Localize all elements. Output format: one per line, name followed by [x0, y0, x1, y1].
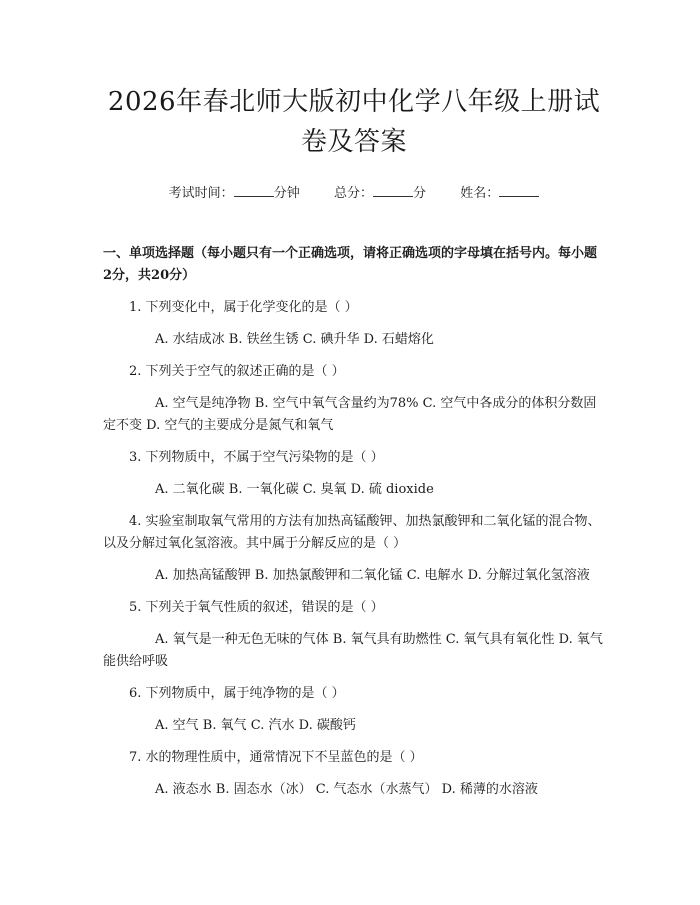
question-2: 2. 下列关于空气的叙述正确的是（ ） — [129, 364, 345, 379]
question-2-options: A. 空气是纯净物 B. 空气中氧气含量约为78% C. 空气中各成分的体积分数固定不变 D. 空气的主要成分是氮气和氧气 — [103, 396, 597, 433]
question-4: 4. 实验室制取氧气常用的方法有加热高锰酸钾、加热氯酸钾和二氧化锰的混合物、以及分解过氧化氢溶液。其中属于分解反应的是（ ） — [103, 514, 601, 551]
name-label: 姓名： — [460, 186, 500, 201]
time-label: 考试时间： — [168, 186, 234, 201]
exam-meta — [103, 184, 605, 203]
score-blank[interactable] — [373, 184, 413, 197]
question-6: 6. 下列物质中，属于纯净物的是（ ） — [129, 686, 345, 701]
section-heading: 一、单项选择题（每小题只有一个正确选项，请将正确选项的字母填在括号内。每小题2分，共20分） — [103, 246, 598, 283]
time-blank[interactable] — [234, 184, 274, 197]
question-1: 1. 下列变化中，属于化学变化的是（ ） — [129, 300, 358, 315]
score-label: 总分： — [333, 186, 373, 201]
question-1-options: A. 水结成冰 B. 铁丝生锈 C. 碘升华 D. 石蜡熔化 — [155, 332, 434, 347]
question-5: 5. 下列关于氧气性质的叙述，错误的是（ ） — [129, 600, 384, 615]
exam-title: 2026年春北师大版初中化学八年级上册试卷及答案 — [107, 87, 601, 157]
score-unit: 分 — [413, 186, 427, 201]
time-unit: 分钟 — [273, 186, 300, 201]
question-3: 3. 下列物质中，不属于空气污染物的是（ ） — [129, 450, 384, 465]
question-6-options: A. 空气 B. 氧气 C. 汽水 D. 碳酸钙 — [155, 718, 356, 733]
question-4-options: A. 加热高锰酸钾 B. 加热氯酸钾和二氧化锰 C. 电解水 D. 分解过氧化氢溶液 — [155, 568, 590, 583]
question-3-options: A. 二氧化碳 B. 一氧化碳 C. 臭氧 D. 硫 dioxide — [155, 482, 434, 497]
question-5-options: A. 氧气是一种无色无味的气体 B. 氧气具有助燃性 C. 氧气具有氧化性 D. 氧气能供给呼吸 — [103, 632, 603, 669]
question-7-options: A. 液态水 B. 固态水（冰） C. 气态水（水蒸气） D. 稀薄的水溶液 — [155, 782, 538, 797]
question-7: 7. 水的物理性质中，通常情况下不呈蓝色的是（ ） — [129, 750, 423, 765]
name-blank[interactable] — [499, 184, 539, 197]
